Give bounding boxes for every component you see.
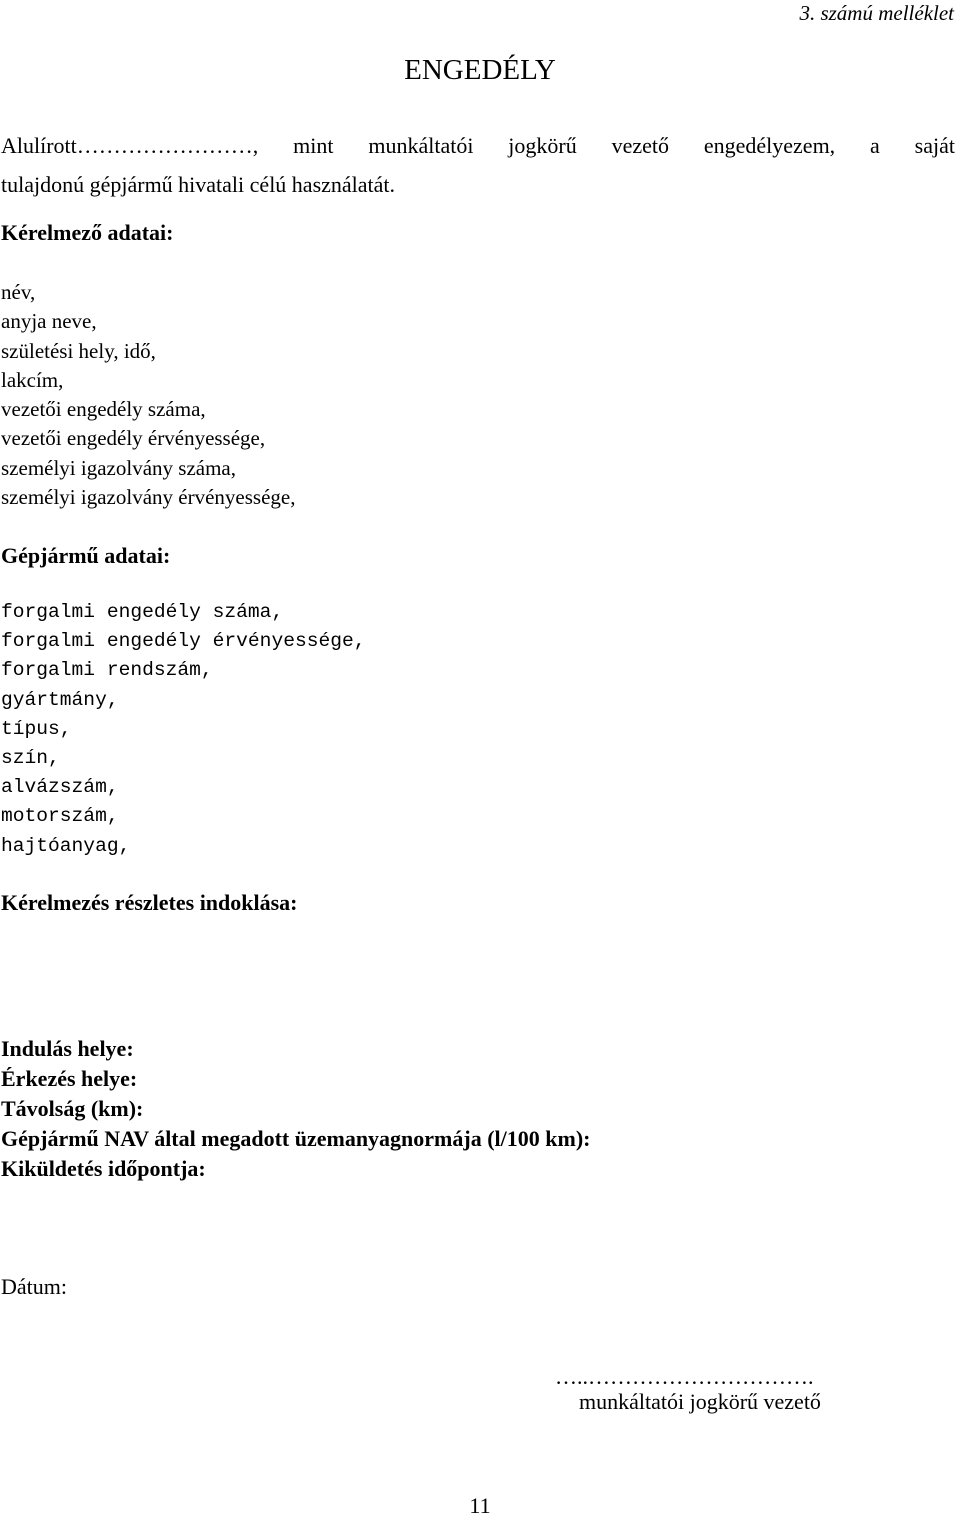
page-number: 11 <box>469 1493 491 1518</box>
applicant-field: név, <box>1 280 36 304</box>
applicant-field: anyja neve, <box>1 309 97 334</box>
signature-line: …..…………………………. <box>555 1364 814 1389</box>
signature-label: munkáltatói jogkörű vezető <box>579 1389 821 1414</box>
applicant-field: személyi igazolvány érvényessége, <box>1 485 296 510</box>
vehicle-field: hajtóanyag, <box>1 834 131 857</box>
date-label: Dátum: <box>1 1274 67 1299</box>
vehicle-field: alvázszám, <box>1 776 119 799</box>
vehicle-field: forgalmi engedély érvényessége, <box>1 630 366 653</box>
applicant-field: születési hely, idő, <box>1 338 156 363</box>
annex-label: 3. számú melléklet <box>799 1 954 25</box>
intro-text-line-2: tulajdonú gépjármű hivatali célú használatát. <box>1 172 396 197</box>
trip-field: Gépjármű NAV által megadott üzemanyagnormája (l/100 km): <box>1 1126 591 1151</box>
vehicle-field: szín, <box>1 747 60 770</box>
trip-fields <box>1 1034 590 1184</box>
trip-field: Indulás helye: <box>1 1036 134 1061</box>
applicant-heading: Kérelmező adatai: <box>1 220 174 245</box>
trip-field: Távolság (km): <box>1 1096 144 1121</box>
trip-field: Kiküldetés időpontja: <box>1 1156 206 1181</box>
vehicle-field: motorszám, <box>1 805 119 828</box>
trip-field: Érkezés helye: <box>1 1066 138 1091</box>
vehicle-field: típus, <box>1 717 72 740</box>
applicant-field: vezetői engedély száma, <box>1 397 206 422</box>
vehicle-field: forgalmi engedély száma, <box>1 601 284 623</box>
applicant-field: vezetői engedély érvényessége, <box>1 426 266 451</box>
justification-heading: Kérelmezés részletes indoklása: <box>1 890 298 915</box>
applicant-field: személyi igazolvány száma, <box>1 455 236 480</box>
vehicle-field: forgalmi rendszám, <box>1 659 213 682</box>
applicant-field: lakcím, <box>1 367 64 392</box>
intro-text-line-1: Alulírott……………………, mint munkáltatói jogkörű vezető engedélyezem, a saját <box>1 133 955 158</box>
vehicle-heading: Gépjármű adatai: <box>1 543 171 568</box>
document-title: ENGEDÉLY <box>404 54 556 86</box>
vehicle-field: gyártmány, <box>1 688 119 711</box>
applicant-fields <box>1 278 295 512</box>
vehicle-fields <box>1 598 366 861</box>
